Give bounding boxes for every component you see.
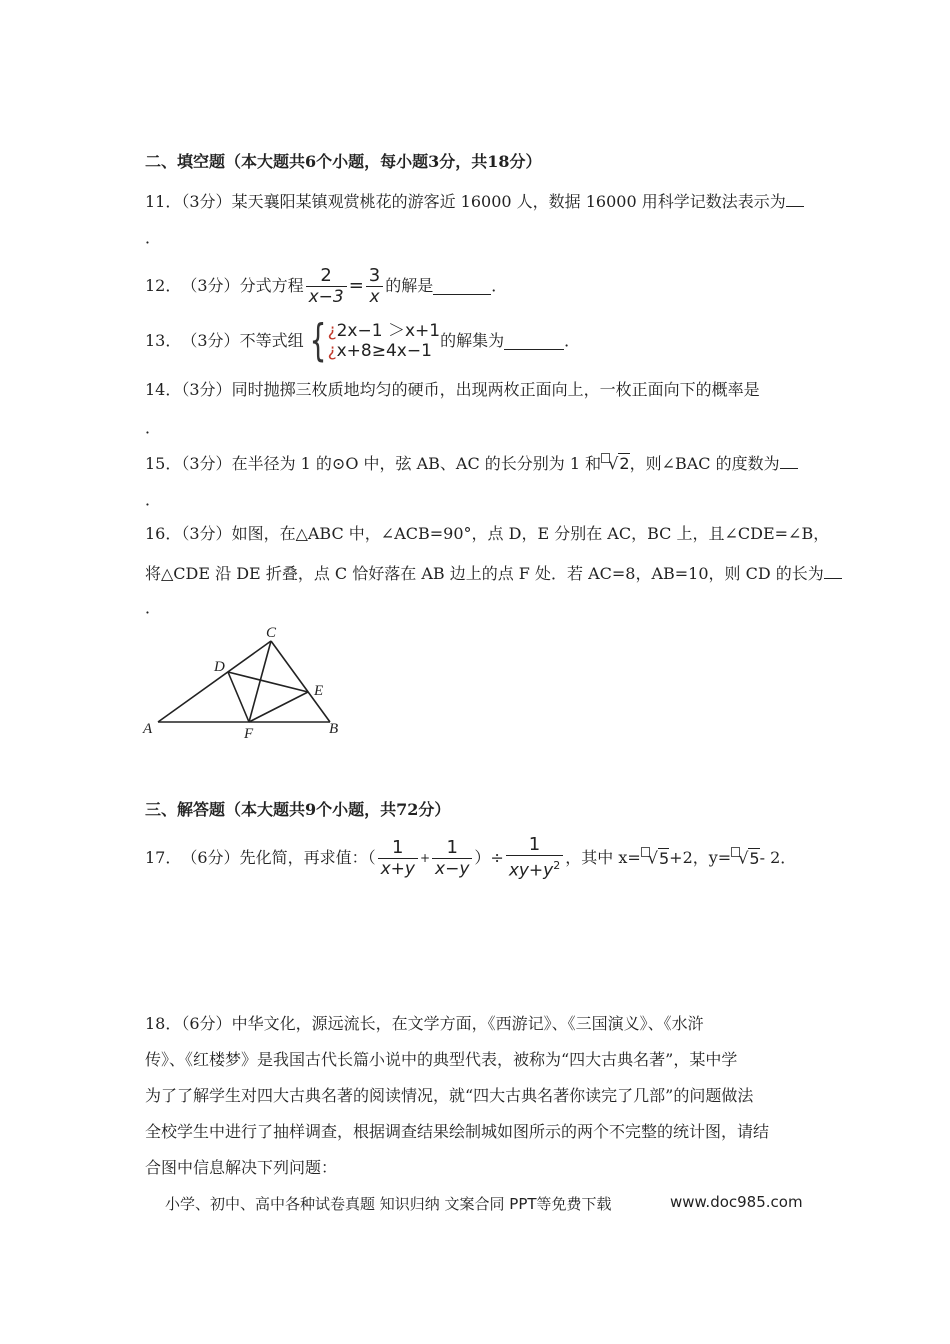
radicand: 2: [619, 454, 630, 473]
question-suffix: 的解集为: [440, 331, 505, 350]
question-score: （3分）: [181, 276, 240, 295]
square-root: √5: [731, 847, 759, 868]
question-number: 16．: [145, 524, 182, 543]
question-number: 13．: [145, 331, 182, 350]
question-end: ．: [564, 331, 581, 350]
label-D: D: [214, 659, 225, 675]
divide-operator: ）÷: [474, 848, 504, 867]
question-17: [145, 836, 796, 880]
question-text: 在半径为 1 的⊙O 中，弦 AB、AC 的长分别为 1 和: [231, 454, 602, 473]
radicand: 5: [658, 848, 670, 868]
question-14-end: ．: [145, 418, 162, 437]
answer-blank: [433, 278, 491, 295]
denominator-base: xy+y: [508, 860, 554, 881]
missing-glyph-box: [601, 453, 610, 463]
fraction: [506, 835, 563, 881]
fraction-numerator: 1: [392, 836, 404, 858]
question-suffix: 的解是: [385, 276, 434, 295]
fraction-denominator: x+y: [378, 858, 418, 879]
answer-blank: [780, 452, 798, 469]
section-3-heading: 三、解答题（本大题共9个小题，共72分）: [145, 800, 451, 819]
left-brace: {: [309, 315, 326, 366]
missing-glyph-box: [731, 847, 740, 857]
answer-blank: [824, 562, 842, 579]
label-B: B: [329, 721, 339, 737]
label-A: A: [143, 721, 153, 737]
question-score: （3分）: [181, 454, 232, 473]
fraction-denominator: [506, 855, 563, 881]
question-text: 如图，在△ABC 中，∠ACB=90°，点 D，E 分别在 AC，BC 上，且∠CDE=∠B，: [231, 524, 830, 543]
question-text: 同时抛掷三枚质地均匀的硬币，出现两枚正面向上，一枚正面向下的概率是: [231, 380, 760, 399]
question-number: 15．: [145, 454, 182, 473]
question-18-line-1: [145, 1014, 704, 1034]
question-14: [145, 380, 760, 400]
fraction-denominator: x−3: [306, 286, 347, 307]
question-18-line-2: 传》、《红楼梦》是我国古代长篇小说中的典型代表，被称为“四大古典名著”，某中学: [145, 1050, 738, 1069]
inequality-expression: x+8≥4x−1: [336, 341, 432, 361]
question-18-line-3: 为了了解学生对四大古典名著的阅读情况，就“四大古典名著你读完了几部”的问题做法: [145, 1086, 754, 1105]
question-score: （3分）: [181, 192, 232, 211]
square-root: √5: [641, 847, 669, 868]
footer-text: 小学、初中、高中各种试卷真题 知识归纳 文案合同 PPT等免费下载: [165, 1195, 612, 1213]
question-18-line-4: 全校学生中进行了抽样调查，根据调查结果绘制城如图所示的两个不完整的统计图，请结: [145, 1122, 770, 1141]
fraction-numerator: 1: [446, 836, 458, 858]
question-18-line-5: 合图中信息解决下列问题：: [145, 1158, 338, 1177]
question-13: [145, 315, 581, 366]
radicand: 5: [749, 848, 760, 868]
label-C: C: [266, 625, 277, 641]
fraction-numerator: 2: [320, 264, 332, 286]
question-16-line-2: [145, 562, 842, 584]
question-number: 12．: [145, 276, 182, 295]
question-11-end: ．: [145, 228, 162, 247]
question-text: 将△CDE 沿 DE 折叠，点 C 恰好落在 AB 边上的点 F 处．若 AC=8，AB=10，则 CD 的长为: [145, 564, 824, 583]
question-16-end: ．: [145, 598, 162, 617]
fraction: [306, 266, 347, 307]
inequality-marker: ¿: [327, 341, 337, 361]
fraction: [432, 838, 472, 879]
question-score: （3分）: [181, 524, 232, 543]
square-root: √2: [601, 454, 629, 473]
question-number: 14．: [145, 380, 182, 399]
condition-text: - 2．: [759, 848, 797, 867]
question-score: （6分）: [181, 1014, 232, 1033]
footer-url[interactable]: www.doc985.com: [670, 1193, 803, 1211]
question-15-end: ．: [145, 490, 162, 509]
label-F: F: [244, 726, 254, 742]
segment-DF: [228, 672, 249, 722]
fraction: [378, 838, 418, 879]
question-prefix: 分式方程: [239, 276, 304, 295]
answer-blank: [786, 190, 804, 207]
question-number: 18．: [145, 1014, 182, 1033]
question-16-line-1: [145, 524, 829, 544]
answer-blank: [504, 333, 564, 350]
condition-text: ，其中 x=: [565, 848, 641, 867]
condition-text: +2，y=: [669, 848, 732, 867]
segment-BC: [271, 641, 330, 722]
question-text: 中华文化，源远流长，在文学方面，《西游记》、《三国演义》、《水浒: [231, 1014, 704, 1033]
inequality-expression: 2x−1 ＞x+1: [336, 321, 441, 341]
section-2-heading: 二、填空题（本大题共6个小题，每小题3分，共18分）: [145, 152, 542, 171]
question-text: 某天襄阳某镇观赏桃花的游客近 16000 人，数据 16000 用科学记数法表示为: [231, 192, 786, 211]
equals-sign: =: [348, 275, 364, 296]
exponent: 2: [553, 859, 561, 873]
question-prefix: 先化简，再求值：（: [239, 848, 376, 867]
fraction-denominator: x−y: [432, 858, 472, 879]
inequality-row-1: [328, 321, 441, 341]
question-score: （3分）: [181, 380, 232, 399]
fraction-numerator: 3: [368, 264, 381, 286]
question-prefix: 不等式组: [239, 331, 304, 350]
inequality-marker: ¿: [327, 321, 337, 341]
question-text-tail: ，则∠BAC 的度数为: [629, 454, 780, 473]
question-11: [145, 190, 804, 212]
inequality-row-2: [328, 341, 441, 361]
label-E: E: [314, 683, 324, 699]
missing-glyph-box: [641, 847, 650, 857]
segment-EF: [249, 692, 308, 722]
inequality-system: [304, 315, 441, 366]
triangle-figure: [140, 620, 350, 745]
fraction-numerator: 1: [528, 834, 541, 856]
fraction: [366, 266, 383, 307]
plus-sign: +: [419, 851, 431, 865]
question-end: ．: [491, 276, 508, 295]
segment-AC: [158, 641, 271, 722]
question-number: 11．: [145, 192, 182, 211]
question-15: [145, 452, 798, 474]
question-score: （3分）: [181, 331, 240, 350]
question-score: （6分）: [181, 848, 240, 867]
question-number: 17．: [145, 848, 182, 867]
fraction-denominator: x: [366, 286, 382, 307]
question-12: [145, 264, 507, 308]
